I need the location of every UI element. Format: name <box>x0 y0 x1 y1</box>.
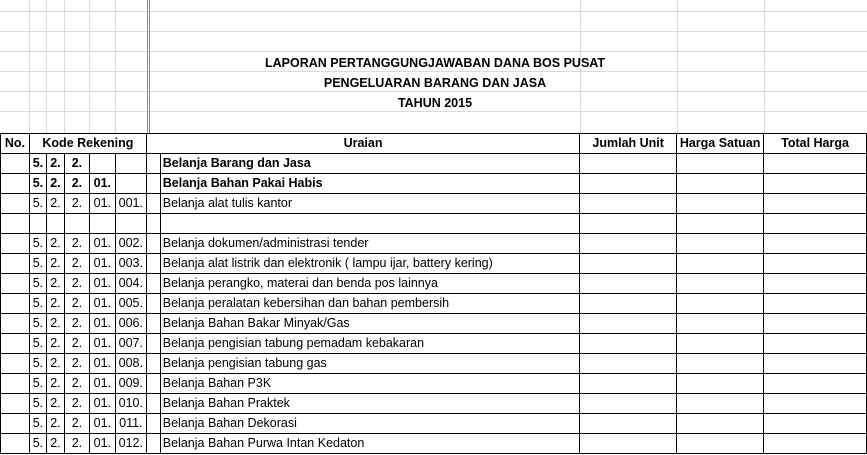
total-harga-cell[interactable] <box>764 394 867 414</box>
harga-satuan-cell[interactable] <box>677 234 764 254</box>
spacer-cell[interactable] <box>146 214 160 234</box>
table-row <box>1 334 867 354</box>
jumlah-unit-cell[interactable] <box>580 174 677 194</box>
spacer-cell[interactable] <box>146 394 160 414</box>
kode-1-cell[interactable]: 5. <box>29 234 46 254</box>
kode-3-cell[interactable]: 2. <box>64 174 89 194</box>
gridline <box>64 0 65 133</box>
jumlah-unit-cell[interactable] <box>580 414 677 434</box>
kode-1-cell[interactable] <box>29 214 46 234</box>
uraian-cell[interactable]: Belanja Bahan Pakai Habis <box>160 174 579 194</box>
uraian-cell[interactable]: Belanja Bahan Praktek <box>160 394 579 414</box>
kode-3-cell[interactable]: 2. <box>64 294 89 314</box>
kode-3-cell[interactable]: 2. <box>64 334 89 354</box>
no-cell[interactable] <box>1 434 30 454</box>
total-harga-cell[interactable] <box>764 314 867 334</box>
uraian-cell[interactable]: Belanja pengisian tabung pemadam kebakaran <box>160 334 579 354</box>
total-harga-cell[interactable] <box>764 414 867 434</box>
no-cell[interactable] <box>1 414 30 434</box>
kode-2-cell[interactable]: 2. <box>46 374 64 394</box>
total-harga-cell[interactable] <box>764 294 867 314</box>
no-cell[interactable] <box>1 294 30 314</box>
no-cell[interactable] <box>1 214 30 234</box>
kode-5-cell[interactable]: 007. <box>115 334 146 354</box>
uraian-cell[interactable]: Belanja perangko, materai dan benda pos lainnya <box>160 274 579 294</box>
spacer-cell[interactable] <box>146 294 160 314</box>
kode-5-cell[interactable] <box>115 174 146 194</box>
header-total-harga[interactable]: Total Harga <box>764 134 867 154</box>
kode-5-cell[interactable]: 009. <box>115 374 146 394</box>
kode-1-cell[interactable]: 5. <box>29 354 46 374</box>
report-table <box>0 133 867 454</box>
kode-1-cell[interactable]: 5. <box>29 414 46 434</box>
total-harga-cell[interactable] <box>764 234 867 254</box>
uraian-cell[interactable] <box>160 214 579 234</box>
kode-4-cell[interactable]: 01. <box>89 314 115 334</box>
freeze-pane-divider <box>149 0 150 133</box>
harga-satuan-cell[interactable] <box>677 434 764 454</box>
spacer-cell[interactable] <box>146 434 160 454</box>
jumlah-unit-cell[interactable] <box>580 294 677 314</box>
uraian-cell[interactable]: Belanja Bahan Dekorasi <box>160 414 579 434</box>
freeze-pane-divider <box>147 0 148 133</box>
kode-2-cell[interactable]: 2. <box>46 254 64 274</box>
total-harga-cell[interactable] <box>764 214 867 234</box>
jumlah-unit-cell[interactable] <box>580 334 677 354</box>
spacer-cell[interactable] <box>146 334 160 354</box>
kode-3-cell[interactable]: 2. <box>64 354 89 374</box>
kode-5-cell[interactable]: 004. <box>115 274 146 294</box>
kode-1-cell[interactable]: 5. <box>29 394 46 414</box>
kode-4-cell[interactable]: 01. <box>89 374 115 394</box>
table-row <box>1 154 867 174</box>
spacer-cell[interactable] <box>146 274 160 294</box>
total-harga-cell[interactable] <box>764 174 867 194</box>
harga-satuan-cell[interactable] <box>677 174 764 194</box>
kode-1-cell[interactable]: 5. <box>29 434 46 454</box>
kode-5-cell[interactable]: 006. <box>115 314 146 334</box>
table-row <box>1 374 867 394</box>
jumlah-unit-cell[interactable] <box>580 274 677 294</box>
kode-1-cell[interactable]: 5. <box>29 314 46 334</box>
kode-4-cell[interactable]: 01. <box>89 294 115 314</box>
gridline <box>0 51 867 52</box>
gridline <box>764 0 765 133</box>
harga-satuan-cell[interactable] <box>677 354 764 374</box>
kode-2-cell[interactable]: 2. <box>46 414 64 434</box>
kode-4-cell[interactable]: 01. <box>89 254 115 274</box>
total-harga-cell[interactable] <box>764 254 867 274</box>
kode-5-cell[interactable] <box>115 214 146 234</box>
total-harga-cell[interactable] <box>764 354 867 374</box>
jumlah-unit-cell[interactable] <box>580 434 677 454</box>
kode-1-cell[interactable]: 5. <box>29 154 46 174</box>
kode-4-cell[interactable]: 01. <box>89 274 115 294</box>
kode-4-cell[interactable]: 01. <box>89 334 115 354</box>
no-cell[interactable] <box>1 314 30 334</box>
header-no[interactable]: No. <box>1 134 30 154</box>
gridline <box>29 0 30 133</box>
header-jumlah-unit[interactable]: Jumlah Unit <box>580 134 677 154</box>
gridline <box>0 31 867 32</box>
kode-4-cell[interactable]: 01. <box>89 354 115 374</box>
table-row <box>1 354 867 374</box>
kode-4-cell[interactable] <box>89 214 115 234</box>
kode-2-cell[interactable]: 2. <box>46 434 64 454</box>
kode-5-cell[interactable]: 002. <box>115 234 146 254</box>
table-row <box>1 194 867 214</box>
harga-satuan-cell[interactable] <box>677 194 764 214</box>
kode-4-cell[interactable]: 01. <box>89 194 115 214</box>
table-row <box>1 254 867 274</box>
harga-satuan-cell[interactable] <box>677 374 764 394</box>
table-row <box>1 274 867 294</box>
table-row <box>1 394 867 414</box>
harga-satuan-cell[interactable] <box>677 294 764 314</box>
kode-3-cell[interactable]: 2. <box>64 374 89 394</box>
table-row <box>1 314 867 334</box>
jumlah-unit-cell[interactable] <box>580 214 677 234</box>
harga-satuan-cell[interactable] <box>677 414 764 434</box>
kode-5-cell[interactable] <box>115 154 146 174</box>
kode-3-cell[interactable]: 2. <box>64 154 89 174</box>
table-row <box>1 434 867 454</box>
spacer-cell[interactable] <box>146 254 160 274</box>
no-cell[interactable] <box>1 354 30 374</box>
uraian-cell[interactable]: Belanja Bahan Bakar Minyak/Gas <box>160 314 579 334</box>
kode-5-cell[interactable]: 003. <box>115 254 146 274</box>
report-year: TAHUN 2015 <box>397 96 473 110</box>
kode-4-cell[interactable]: 01. <box>89 434 115 454</box>
total-harga-cell[interactable] <box>764 374 867 394</box>
harga-satuan-cell[interactable] <box>677 214 764 234</box>
kode-1-cell[interactable]: 5. <box>29 294 46 314</box>
header-kode-rekening[interactable]: Kode Rekening <box>29 134 146 154</box>
kode-2-cell[interactable]: 2. <box>46 274 64 294</box>
uraian-cell[interactable]: Belanja alat listrik dan elektronik ( lampu ijar, battery kering) <box>160 254 579 274</box>
kode-3-cell[interactable]: 2. <box>64 254 89 274</box>
kode-5-cell[interactable]: 011. <box>115 414 146 434</box>
uraian-cell[interactable]: Belanja pengisian tabung gas <box>160 354 579 374</box>
table-row <box>1 234 867 254</box>
report-title: LAPORAN PERTANGGUNGJAWABAN DANA BOS PUSAT <box>264 56 606 70</box>
kode-2-cell[interactable]: 2. <box>46 154 64 174</box>
no-cell[interactable] <box>1 394 30 414</box>
no-cell[interactable] <box>1 254 30 274</box>
spacer-cell[interactable] <box>146 234 160 254</box>
kode-5-cell[interactable]: 005. <box>115 294 146 314</box>
jumlah-unit-cell[interactable] <box>580 254 677 274</box>
jumlah-unit-cell[interactable] <box>580 374 677 394</box>
gridline <box>115 0 116 133</box>
kode-5-cell[interactable]: 008. <box>115 354 146 374</box>
kode-3-cell[interactable]: 2. <box>64 434 89 454</box>
kode-4-cell[interactable]: 01. <box>89 414 115 434</box>
harga-satuan-cell[interactable] <box>677 334 764 354</box>
uraian-cell[interactable]: Belanja Bahan P3K <box>160 374 579 394</box>
total-harga-cell[interactable] <box>764 274 867 294</box>
kode-4-cell[interactable]: 01. <box>89 174 115 194</box>
kode-5-cell[interactable]: 001. <box>115 194 146 214</box>
jumlah-unit-cell[interactable] <box>580 194 677 214</box>
no-cell[interactable] <box>1 234 30 254</box>
harga-satuan-cell[interactable] <box>677 154 764 174</box>
harga-satuan-cell[interactable] <box>677 254 764 274</box>
report-subtitle: PENGELUARAN BARANG DAN JASA <box>323 76 547 90</box>
kode-3-cell[interactable]: 2. <box>64 314 89 334</box>
kode-4-cell[interactable] <box>89 154 115 174</box>
kode-1-cell[interactable]: 5. <box>29 274 46 294</box>
header-uraian[interactable]: Uraian <box>146 134 579 154</box>
no-cell[interactable] <box>1 154 30 174</box>
jumlah-unit-cell[interactable] <box>580 314 677 334</box>
kode-5-cell[interactable]: 012. <box>115 434 146 454</box>
total-harga-cell[interactable] <box>764 434 867 454</box>
header-row <box>1 134 867 154</box>
kode-2-cell[interactable]: 2. <box>46 174 64 194</box>
kode-1-cell[interactable]: 5. <box>29 194 46 214</box>
no-cell[interactable] <box>1 174 30 194</box>
header-harga-satuan[interactable]: Harga Satuan <box>677 134 764 154</box>
jumlah-unit-cell[interactable] <box>580 234 677 254</box>
spacer-cell[interactable] <box>146 354 160 374</box>
no-cell[interactable] <box>1 274 30 294</box>
uraian-cell[interactable]: Belanja Barang dan Jasa <box>160 154 579 174</box>
spacer-cell[interactable] <box>146 174 160 194</box>
total-harga-cell[interactable] <box>764 194 867 214</box>
spacer-cell[interactable] <box>146 154 160 174</box>
harga-satuan-cell[interactable] <box>677 274 764 294</box>
total-harga-cell[interactable] <box>764 154 867 174</box>
kode-2-cell[interactable]: 2. <box>46 234 64 254</box>
kode-4-cell[interactable]: 01. <box>89 234 115 254</box>
spacer-cell[interactable] <box>146 194 160 214</box>
kode-2-cell[interactable]: 2. <box>46 314 64 334</box>
table-row <box>1 414 867 434</box>
kode-1-cell[interactable]: 5. <box>29 174 46 194</box>
kode-3-cell[interactable]: 2. <box>64 394 89 414</box>
jumlah-unit-cell[interactable] <box>580 154 677 174</box>
jumlah-unit-cell[interactable] <box>580 354 677 374</box>
no-cell[interactable] <box>1 334 30 354</box>
kode-4-cell[interactable]: 01. <box>89 394 115 414</box>
uraian-cell[interactable]: Belanja alat tulis kantor <box>160 194 579 214</box>
gridline <box>46 0 47 133</box>
kode-3-cell[interactable]: 2. <box>64 194 89 214</box>
kode-2-cell[interactable]: 2. <box>46 194 64 214</box>
kode-5-cell[interactable]: 010. <box>115 394 146 414</box>
no-cell[interactable] <box>1 374 30 394</box>
total-harga-cell[interactable] <box>764 334 867 354</box>
jumlah-unit-cell[interactable] <box>580 394 677 414</box>
kode-3-cell[interactable]: 2. <box>64 234 89 254</box>
kode-2-cell[interactable]: 2. <box>46 354 64 374</box>
kode-2-cell[interactable]: 2. <box>46 294 64 314</box>
uraian-cell[interactable]: Belanja peralatan kebersihan dan bahan pembersih <box>160 294 579 314</box>
gridline <box>0 11 867 12</box>
table-row <box>1 214 867 234</box>
spacer-cell[interactable] <box>146 374 160 394</box>
no-cell[interactable] <box>1 194 30 214</box>
harga-satuan-cell[interactable] <box>677 394 764 414</box>
uraian-cell[interactable]: Belanja Bahan Purwa Intan Kedaton <box>160 434 579 454</box>
kode-3-cell[interactable]: 2. <box>64 274 89 294</box>
kode-1-cell[interactable]: 5. <box>29 334 46 354</box>
kode-3-cell[interactable] <box>64 214 89 234</box>
gridline <box>89 0 90 133</box>
uraian-cell[interactable]: Belanja dokumen/administrasi tender <box>160 234 579 254</box>
kode-2-cell[interactable] <box>46 214 64 234</box>
table-body <box>1 154 867 454</box>
harga-satuan-cell[interactable] <box>677 314 764 334</box>
spacer-cell[interactable] <box>146 314 160 334</box>
spacer-cell[interactable] <box>146 414 160 434</box>
kode-2-cell[interactable]: 2. <box>46 394 64 414</box>
kode-1-cell[interactable]: 5. <box>29 254 46 274</box>
kode-1-cell[interactable]: 5. <box>29 374 46 394</box>
kode-3-cell[interactable]: 2. <box>64 414 89 434</box>
table-row <box>1 294 867 314</box>
kode-2-cell[interactable]: 2. <box>46 334 64 354</box>
table-row <box>1 174 867 194</box>
